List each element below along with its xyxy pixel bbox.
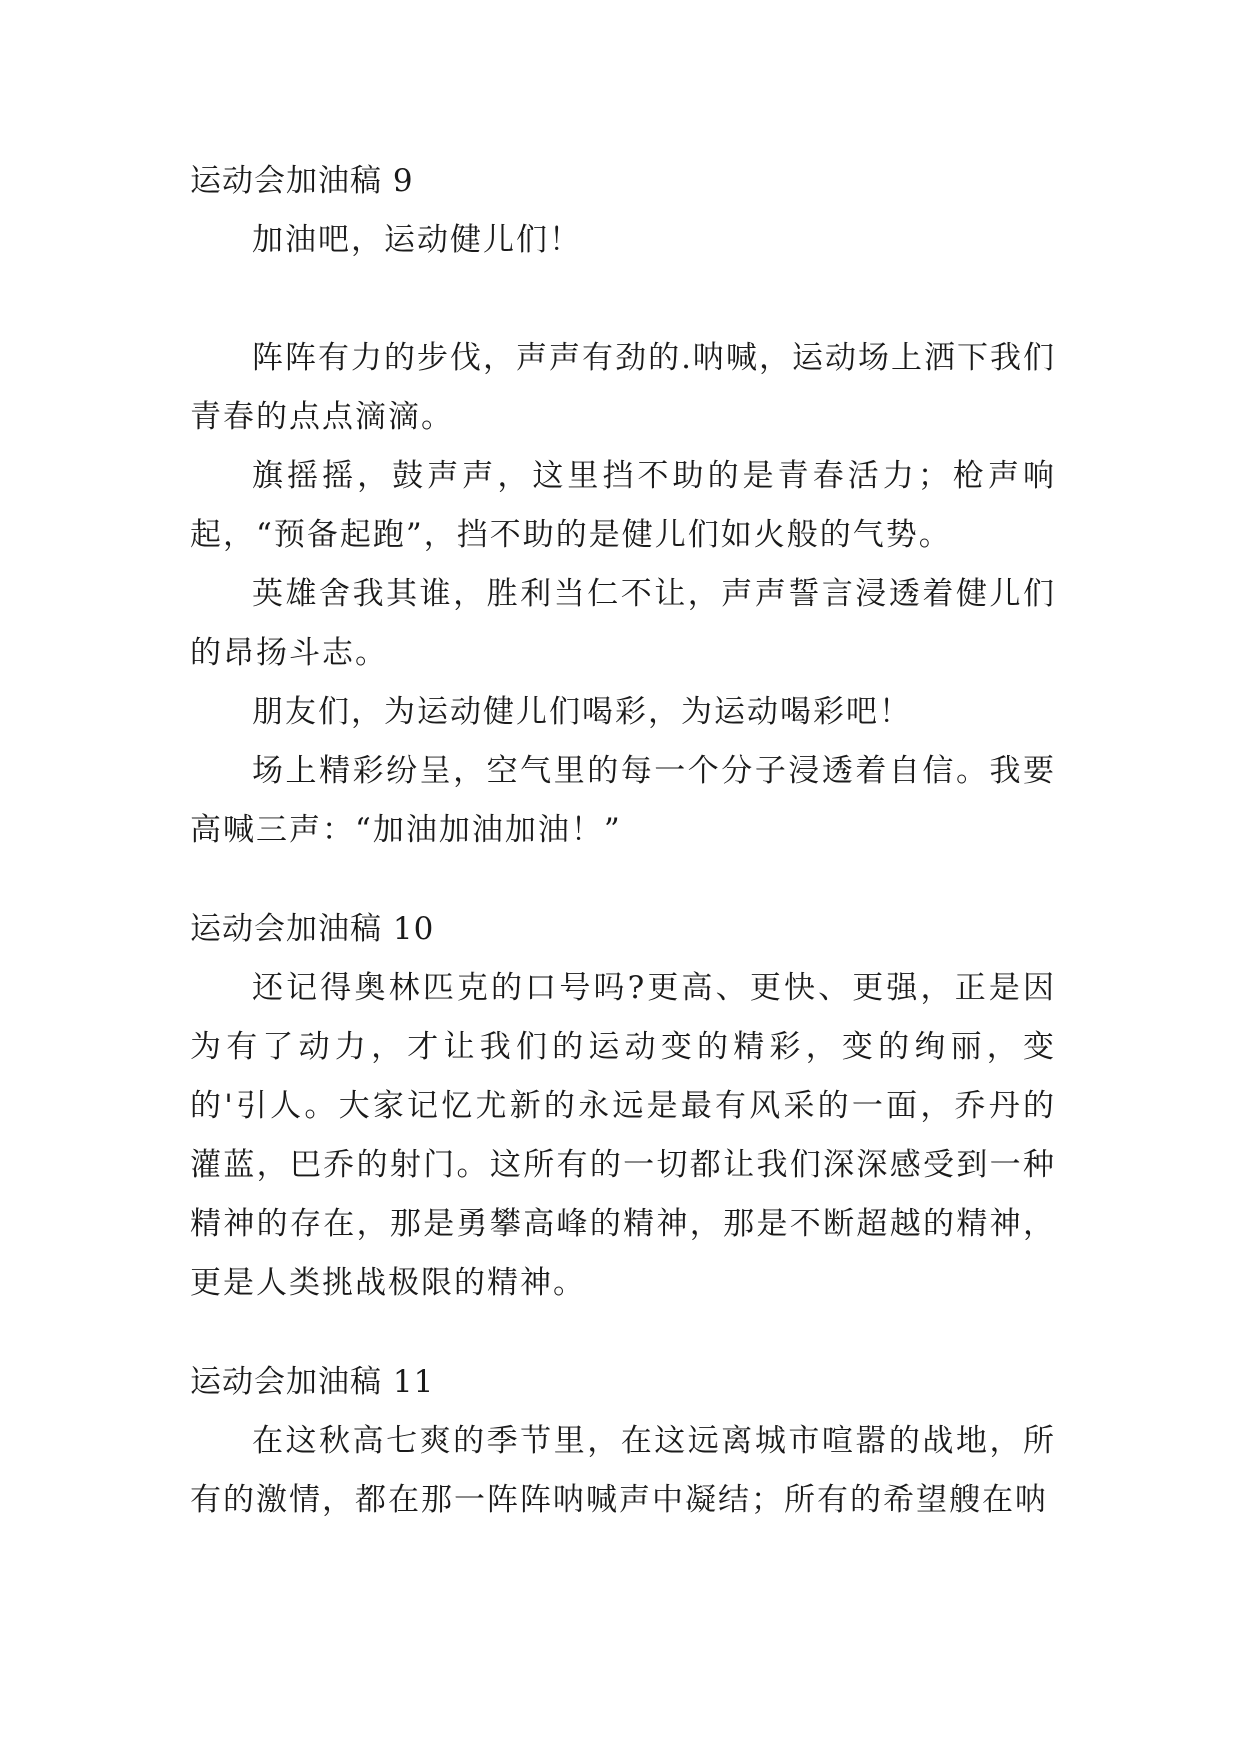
paragraph: 英雄舍我其谁，胜利当仁不让，声声誓言浸透着健儿们的昂扬斗志。 bbox=[190, 576, 1056, 671]
spacer bbox=[190, 860, 1056, 900]
paragraph: 朋友们，为运动健儿们喝彩，为运动喝彩吧！ bbox=[252, 694, 912, 730]
section-title: 运动会加油稿 11 bbox=[190, 1364, 435, 1400]
paragraph: 还记得奥林匹克的口号吗?更高、更快、更强，正是因为有了动力，才让我们的运动变的精彩，变的绚丽，变的'引人。大家记忆尤新的永远是最有风采的一面，乔丹的灌蓝，巴乔的射门。这所有的一切都让我们深深感受到一种精神的存在，那是勇攀高峰的精神，那是不断超越的精神，更是人类挑战极限的精神。 bbox=[190, 970, 1056, 1301]
section-title: 运动会加油稿 9 bbox=[190, 163, 414, 199]
paragraph: 加油吧，运动健儿们！ bbox=[252, 222, 582, 258]
paragraph: 场上精彩纷呈，空气里的每一个分子浸透着自信。我要高喊三声：“加油加油加油！” bbox=[190, 753, 1056, 848]
paragraph: 旗摇摇，鼓声声，这里挡不助的是青春活力；枪声响起，“预备起跑”，挡不助的是健儿们如火般的气势。 bbox=[190, 458, 1056, 553]
document-body bbox=[190, 152, 1056, 1530]
spacer bbox=[190, 1313, 1056, 1353]
paragraph: 阵阵有力的步伐，声声有劲的.呐喊，运动场上洒下我们青春的点点滴滴。 bbox=[190, 340, 1056, 435]
spacer bbox=[190, 270, 1056, 329]
section-title: 运动会加油稿 10 bbox=[190, 911, 435, 947]
paragraph: 在这秋高七爽的季节里，在这远离城市喧嚣的战地，所有的激情，都在那一阵阵呐喊声中凝结；所有的希望艘在呐 bbox=[190, 1423, 1056, 1518]
